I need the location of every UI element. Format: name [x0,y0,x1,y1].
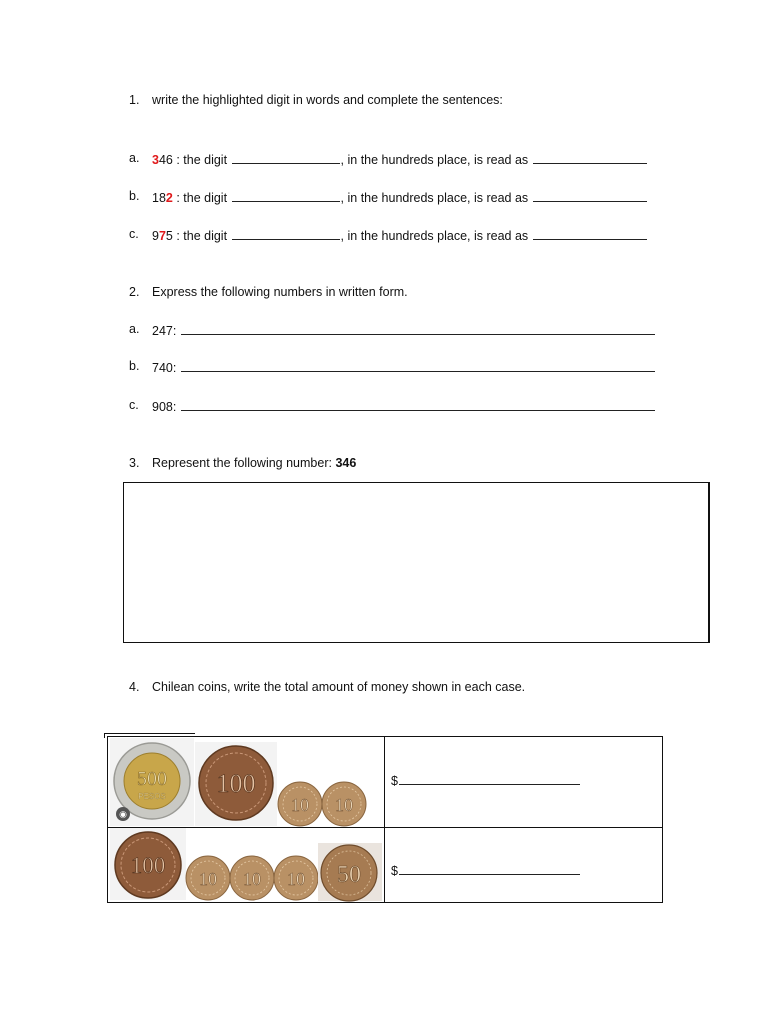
q1b-middle: , in the hundreds place, is read as [340,191,529,205]
q1b-highlight-digit: 2 [165,191,173,205]
coin-10-value: 10 [243,869,261,889]
q2b-answer-blank[interactable] [181,359,655,372]
table-column-divider [384,737,385,902]
q1c-prefix: 9 [152,229,159,243]
coin-100-pesos [113,830,183,900]
coin-100-pesos [197,744,275,822]
q2c-answer-blank[interactable] [181,398,655,411]
table-row-divider [108,827,662,828]
q2b-line [152,359,656,375]
q2-prompt: Express the following numbers in written form. [152,285,408,299]
coin-100-value: 100 [216,769,256,798]
q2a-line [152,322,656,338]
q1a-label: a. [129,151,140,165]
coin-10-pesos [185,855,231,901]
coin-10-value: 10 [199,869,217,889]
q2a-label: a. [129,322,140,336]
q2b-label: b. [129,359,140,373]
q1b-read-blank[interactable] [533,189,647,202]
q1b-label: b. [129,189,140,203]
q2a-answer-blank[interactable] [181,322,655,335]
q1c-suffix: 5 : the digit [165,229,228,243]
image-search-badge-icon[interactable]: ◉ [116,807,130,821]
q3-prompt [152,456,356,470]
q2c-label: c. [129,398,139,412]
q1c-middle: , in the hundreds place, is read as [340,229,529,243]
coin-10-value: 10 [291,795,309,815]
q1a-highlight-digit: 3 [152,153,159,167]
row2-answer [391,862,581,878]
q3-text: Represent the following number: [152,456,336,470]
row1-currency: $ [391,774,398,788]
q1a-digit-blank[interactable] [232,151,340,164]
q1a-sentence [152,151,648,167]
coin-10-pesos [321,781,367,827]
q1b-suffix: : the digit [172,191,228,205]
q1c-sentence [152,227,648,243]
q1-prompt: write the highlighted digit in words and complete the sentences: [152,93,503,107]
coin-50-value: 50 [337,862,361,888]
q2b-number: 740: [152,361,177,375]
q1a-middle: , in the hundreds place, is read as [340,153,529,167]
q1b-sentence [152,189,648,205]
q3-value: 346 [335,456,357,470]
q1b-digit-blank[interactable] [232,189,340,202]
coin-10-value: 10 [335,795,353,815]
row2-currency: $ [391,864,398,878]
q4-prompt: Chilean coins, write the total amount of money shown in each case. [152,680,526,694]
coin-50-pesos [318,842,380,902]
q2c-number: 908: [152,400,177,414]
q1a-suffix: 46 : the digit [158,153,228,167]
coin-10-pesos [229,855,275,901]
q1c-read-blank[interactable] [533,227,647,240]
coin-100-value: 100 [130,853,166,878]
row1-answer [391,772,581,788]
q2c-line [152,398,656,414]
q1c-label: c. [129,227,139,241]
coin-10-value: 10 [287,869,305,889]
q2a-number: 247: [152,324,177,338]
row1-amount-blank[interactable] [399,772,580,785]
q3-answer-box[interactable] [123,482,710,643]
coin-500-value: 500 [137,768,167,790]
q1c-highlight-digit: 7 [158,229,166,243]
coin-500-pesos-label: PESOS [138,792,166,801]
q1-number: 1. [129,93,140,107]
q1b-prefix: 18 [152,191,166,205]
q2-number: 2. [129,285,140,299]
coin-10-pesos [273,855,319,901]
q4-number: 4. [129,680,140,694]
q1c-digit-blank[interactable] [232,227,340,240]
coin-10-pesos [277,781,323,827]
q3-number: 3. [129,456,140,470]
q1a-read-blank[interactable] [533,151,647,164]
row2-amount-blank[interactable] [399,862,580,875]
